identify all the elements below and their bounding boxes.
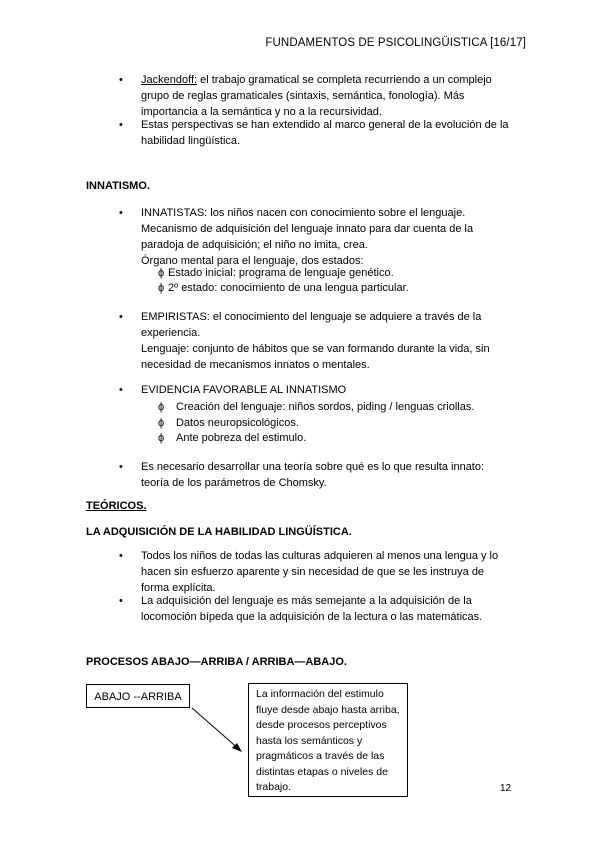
bullet-dot: • <box>119 550 123 562</box>
text-line: Órgano mental para el lenguaje, dos estados: <box>141 255 364 267</box>
text-line: fluye desde abajo hasta arriba, <box>256 703 400 716</box>
bullet-dot: • <box>119 461 123 473</box>
section-heading-innatismo: INNATISMO. <box>86 180 150 192</box>
text-line: Es necesario desarrollar una teoría sobre qué es lo que resulta innato: <box>141 461 485 473</box>
evidencia-heading: EVIDENCIA FAVORABLE AL INNATISMO <box>141 384 347 396</box>
empiristas-paragraph <box>141 309 513 373</box>
arrow-icon <box>180 700 250 760</box>
text-line: habilidad lingüística. <box>141 135 241 147</box>
phi-bullet-icon: ϕ <box>158 432 165 444</box>
bullet-dot: • <box>119 74 123 86</box>
description-box <box>248 683 408 797</box>
jackendoff-paragraph <box>141 72 513 120</box>
text-line: distintas etapas o niveles de <box>256 765 388 778</box>
phi-bullet-icon: ϕ <box>158 417 165 429</box>
innatistas-paragraph <box>141 205 513 269</box>
evidencia-item: Datos neuropsicológicos. <box>176 417 299 429</box>
phi-bullet-icon: ϕ <box>158 401 165 413</box>
text-line: La adquisición del lenguaje es más semejante a la adquisición de la <box>141 595 472 607</box>
text-line: desde procesos perceptivos <box>256 719 387 731</box>
estado-inicial: Estado inicial: programa de lenguaje genético. <box>168 267 394 279</box>
bullet-dot: • <box>119 384 123 396</box>
text-line: importancia a la semántica y no a la recursividad. <box>141 106 382 118</box>
text-line: Mecanismo de adquisición del lenguaje innato para dar cuenta de la <box>141 223 474 235</box>
text-line: Lenguaje: conjunto de hábitos que se van formando durante la vida, sin <box>141 343 490 355</box>
text-line: hasta los semánticos y <box>256 734 363 747</box>
segundo-estado: 2º estado: conocimiento de una lengua particular. <box>168 282 409 294</box>
text-line: trabajo. <box>256 781 292 793</box>
evidencia-item: Creación del lenguaje: niños sordos, piding / lenguas criollas. <box>176 401 475 413</box>
phi-bullet-icon: ϕ <box>158 267 165 279</box>
text-line: experiencia. <box>141 327 201 339</box>
text-line: locomoción bípeda que la adquisición de la lectura o las matemáticas. <box>141 611 483 623</box>
text-line: EMPIRISTAS: el conocimiento del lenguaje se adquiere a través de la <box>141 311 482 323</box>
text-line: grupo de reglas gramaticales (sintaxis, semántica, fonología). Más <box>141 90 465 102</box>
jackendoff-name: Jackendoff: <box>141 74 198 86</box>
text-line: La información del estimulo <box>256 688 384 700</box>
text-line: Estas perspectivas se han extendido al marco general de la evolución de la <box>141 119 509 131</box>
bullet-dot: • <box>119 595 123 607</box>
section-heading-procesos: PROCESOS ABAJO—ARRIBA / ARRIBA—ABAJO. <box>86 656 347 668</box>
text-line: Todos los niños de todas las culturas adquieren al menos una lengua y lo <box>141 550 499 562</box>
section-subheading-adquisicion: LA ADQUISICIÓN DE LA HABILIDAD LINGÜÍSTICA. <box>86 526 352 538</box>
bullet-dot: • <box>119 119 123 131</box>
text-line: INNATISTAS: los niños nacen con conocimiento sobre el lenguaje. <box>141 207 466 219</box>
page-number: 12 <box>500 783 512 794</box>
todos-ninos-paragraph <box>141 548 513 596</box>
text-line: paradoja de adquisición; el niño no imita, crea. <box>141 239 368 251</box>
abajo-arriba-box: ABAJO --ARRIBA <box>86 684 190 708</box>
text-line: pragmáticos a través de las <box>256 750 385 762</box>
evidencia-item: Ante pobreza del estimulo. <box>176 432 307 444</box>
text-line: teoría de los parámetros de Chomsky. <box>141 477 327 489</box>
phi-bullet-icon: ϕ <box>158 282 165 294</box>
text-line: hacen sin esfuerzo aparente y sin necesidad de que se les instruya de <box>141 566 485 578</box>
text-line: el trabajo gramatical se completa recurriendo a un complejo <box>200 74 492 86</box>
text-line: necesidad de mecanismos innatos o mentales. <box>141 359 370 371</box>
perspectives-paragraph <box>141 117 513 149</box>
locomocion-paragraph <box>141 593 513 625</box>
bullet-dot: • <box>119 207 123 219</box>
chomsky-paragraph <box>141 459 513 491</box>
section-heading-teoricos: TEÓRICOS. <box>86 500 147 512</box>
bullet-dot: • <box>119 311 123 323</box>
text-line: forma explícita. <box>141 582 216 594</box>
running-header: FUNDAMENTOS DE PSICOLINGÜISTICA [16/17] <box>265 37 526 49</box>
